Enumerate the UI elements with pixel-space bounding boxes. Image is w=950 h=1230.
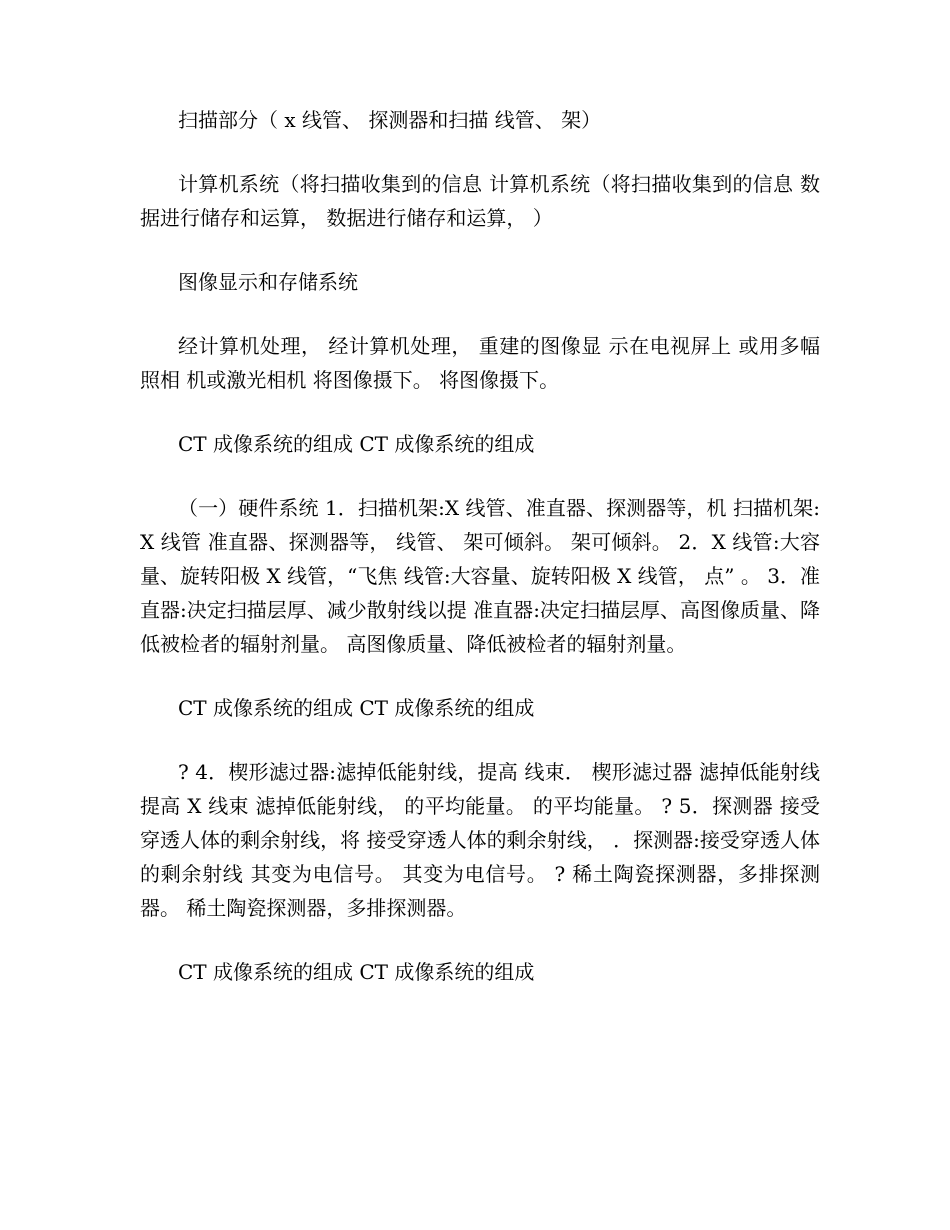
paragraph-hardware-system: （一）硬件系统 1．扫描机架:X 线管、准直器、探测器等，机 扫描机架:X 线管 准直器、探测器等， 线管、 架可倾斜。 架可倾斜。 2．X 线管:大容量、旋转阳极 X 线管，“飞焦 线管:大容量、旋转阳极 X 线管， 点” 。 3．准直器:决定扫描层厚、减少散射线以提 准直器:决定扫描层厚、高图像质量、降低被检者的辐射剂量。 高图像质量、降低被检者的辐射剂量。 [140, 496, 820, 656]
paragraph-computer-system: 计算机系统（将扫描收集到的信息 计算机系统（将扫描收集到的信息 数据进行储存和运算， 数据进行储存和运算， ） [140, 172, 820, 230]
paragraph-heading-composition-2: CT 成像系统的组成 CT 成像系统的组成 [178, 696, 535, 720]
document-body [140, 103, 820, 989]
paragraph-image-processing: 经计算机处理， 经计算机处理， 重建的图像显 示在电视屏上 或用多幅照相 机或激光相机 将图像摄下。 将图像摄下。 [140, 334, 820, 392]
paragraph-display-storage: 图像显示和存储系统 [178, 270, 358, 294]
paragraph-scan-section: 扫描部分（ x 线管、 探测器和扫描 线管、 架） [178, 108, 602, 132]
paragraph-filter-detector: ? 4．楔形滤过器:滤掉低能射线，提高 线束． 楔形滤过器 滤掉低能射线 提高 X 线束 滤掉低能射线， 的平均能量。 的平均能量。 ? 5．探测器 接受穿透人体的剩余射线，将 接受穿透人体的剩余射线， ．探测器:接受穿透人体的剩余射线 其变为电信号。 其变为电信号。 ? 稀土陶瓷探测器，多排探测器。 稀土陶瓷探测器，多排探测器。 [140, 760, 820, 920]
paragraph-heading-composition-3: CT 成像系统的组成 CT 成像系统的组成 [178, 960, 535, 984]
paragraph-heading-composition-1: CT 成像系统的组成 CT 成像系统的组成 [178, 432, 535, 456]
